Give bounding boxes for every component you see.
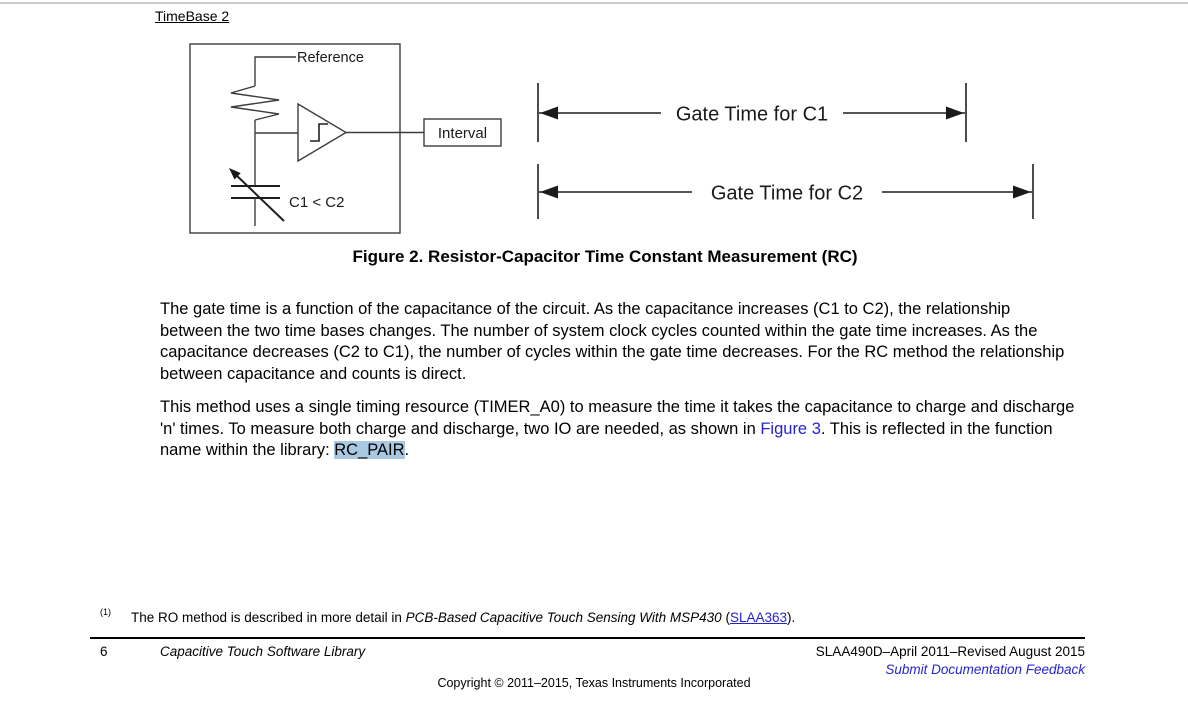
gate-time-c1-arrow	[538, 83, 966, 142]
figure-3-link[interactable]: Figure 3	[760, 419, 821, 438]
rc-pair-highlighted-text: RC_PAIR	[334, 441, 405, 459]
interval-box	[424, 119, 501, 146]
c1-left-arrowhead-icon	[540, 107, 558, 120]
gate-time-c2-arrow	[538, 164, 1033, 219]
page-top-edge	[0, 2, 1188, 4]
interval-label: Interval	[437, 125, 488, 142]
comparator-symbol	[298, 104, 346, 161]
body-paragraph-2	[160, 397, 1076, 462]
paragraph-2-text: This method uses a single timing resource (TIMER_A0) to measure the time it takes the capacitance to charge and discharge 'n' times. To measure both charge and discharge, two IO are needed, as shown in	[160, 398, 1075, 438]
slaa363-link[interactable]: SLAA363	[729, 610, 787, 625]
footer-copyright: Copyright © 2011–2015, Texas Instruments Incorporated	[437, 676, 751, 690]
footnote-text: The RO method is described in more detail in	[131, 610, 406, 625]
section-heading-timebase2: TimeBase 2	[155, 8, 230, 24]
footer-rule	[90, 637, 1085, 639]
c1-right-arrowhead-icon	[946, 107, 964, 120]
footer-document-id: SLAA490D–April 2011–Revised August 2015	[815, 644, 1085, 659]
page-number: 6	[100, 644, 108, 659]
body-paragraph-1: The gate time is a function of the capacitance of the circuit. As the capacitance increases (C1 to C2), the relationship between the two time bases changes. The number of system clock cycles counted within the gate time increases. As the capacitance decreases (C2 to C1), the number of cycles within the gate time decreases. For the RC method the relationship between capacitance and counts is direct.	[160, 300, 1065, 383]
c2-left-arrowhead-icon	[540, 186, 558, 199]
c2-right-arrowhead-icon	[1013, 186, 1031, 199]
footnote-document-title: PCB-Based Capacitive Touch Sensing With MSP430	[405, 610, 722, 625]
capacitor-relation-label: C1 < C2	[289, 194, 345, 211]
figure-caption: Figure 2. Resistor-Capacitor Time Constant Measurement (RC)	[352, 247, 858, 266]
gate-time-c2-label: Gate Time for C2	[710, 182, 864, 205]
footnote	[131, 610, 971, 625]
footer-document-title: Capacitive Touch Software Library	[160, 644, 366, 659]
paragraph-2-text: .	[404, 441, 410, 459]
footnote-text: (	[721, 610, 730, 625]
figure-2-diagram	[180, 40, 1060, 240]
footnote-text: ).	[786, 610, 796, 625]
paragraph-2-text: . This is reflected in the function name within the library:	[160, 419, 1053, 459]
reference-wire	[255, 57, 296, 86]
submit-documentation-feedback-link[interactable]: Submit Documentation Feedback	[885, 662, 1085, 677]
reference-label: Reference	[297, 50, 364, 66]
rc-circuit-schematic	[190, 44, 424, 233]
resistor-symbol	[231, 86, 279, 120]
footnote-marker: (1)	[100, 607, 111, 617]
gate-time-c1-label: Gate Time for C1	[675, 103, 829, 126]
